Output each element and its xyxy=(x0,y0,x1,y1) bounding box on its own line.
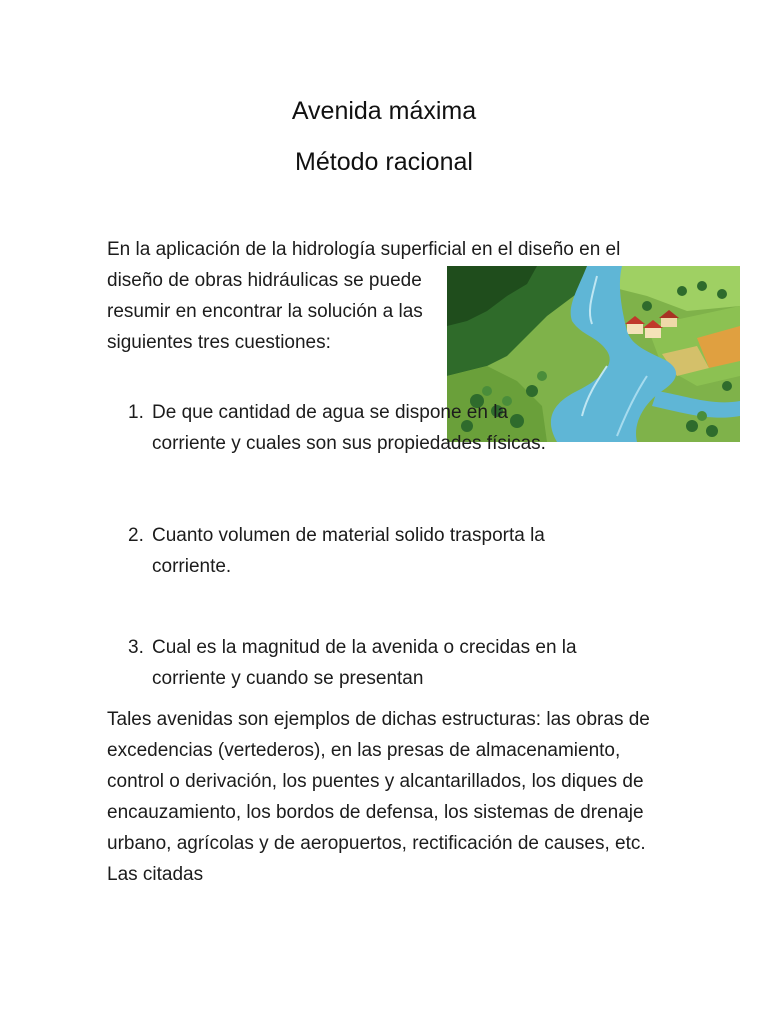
list-item xyxy=(128,397,588,492)
list-number: 3. xyxy=(128,637,144,658)
list-number: 1. xyxy=(128,402,144,423)
closing-paragraph: Tales avenidas son ejemplos de dichas estructuras: las obras de excedencias (vertederos), en las presas de almacenamiento, control o derivación, los puentes y alcantarillados, los diques de encauzamiento, los bordos de defensa, los sistemas de drenaje urbano, agrícolas y de aeropuertos, rectificación de causes, etc. Las citadas xyxy=(107,709,650,885)
intro-first-line: En la aplicación de la hidrología superficial en el diseño en el xyxy=(107,239,621,260)
document-subtitle: Método racional xyxy=(295,148,473,176)
list-text: De que cantidad de agua se dispone en la corriente y cuales son sus propiedades físicas. xyxy=(152,402,546,454)
list-text: Cuanto volumen de material solido trasporta la corriente. xyxy=(152,525,545,577)
list-item xyxy=(128,632,608,696)
intro-paragraph: diseño de obras hidráulicas se puede resumir en encontrar la solución a las siguientes tres cuestiones: xyxy=(107,270,423,353)
list-item xyxy=(128,520,608,584)
document-title: Avenida máxima xyxy=(291,97,477,125)
list-number: 2. xyxy=(128,525,144,546)
list-text: Cual es la magnitud de la avenida o crecidas en la corriente y cuando se presentan xyxy=(152,637,577,689)
